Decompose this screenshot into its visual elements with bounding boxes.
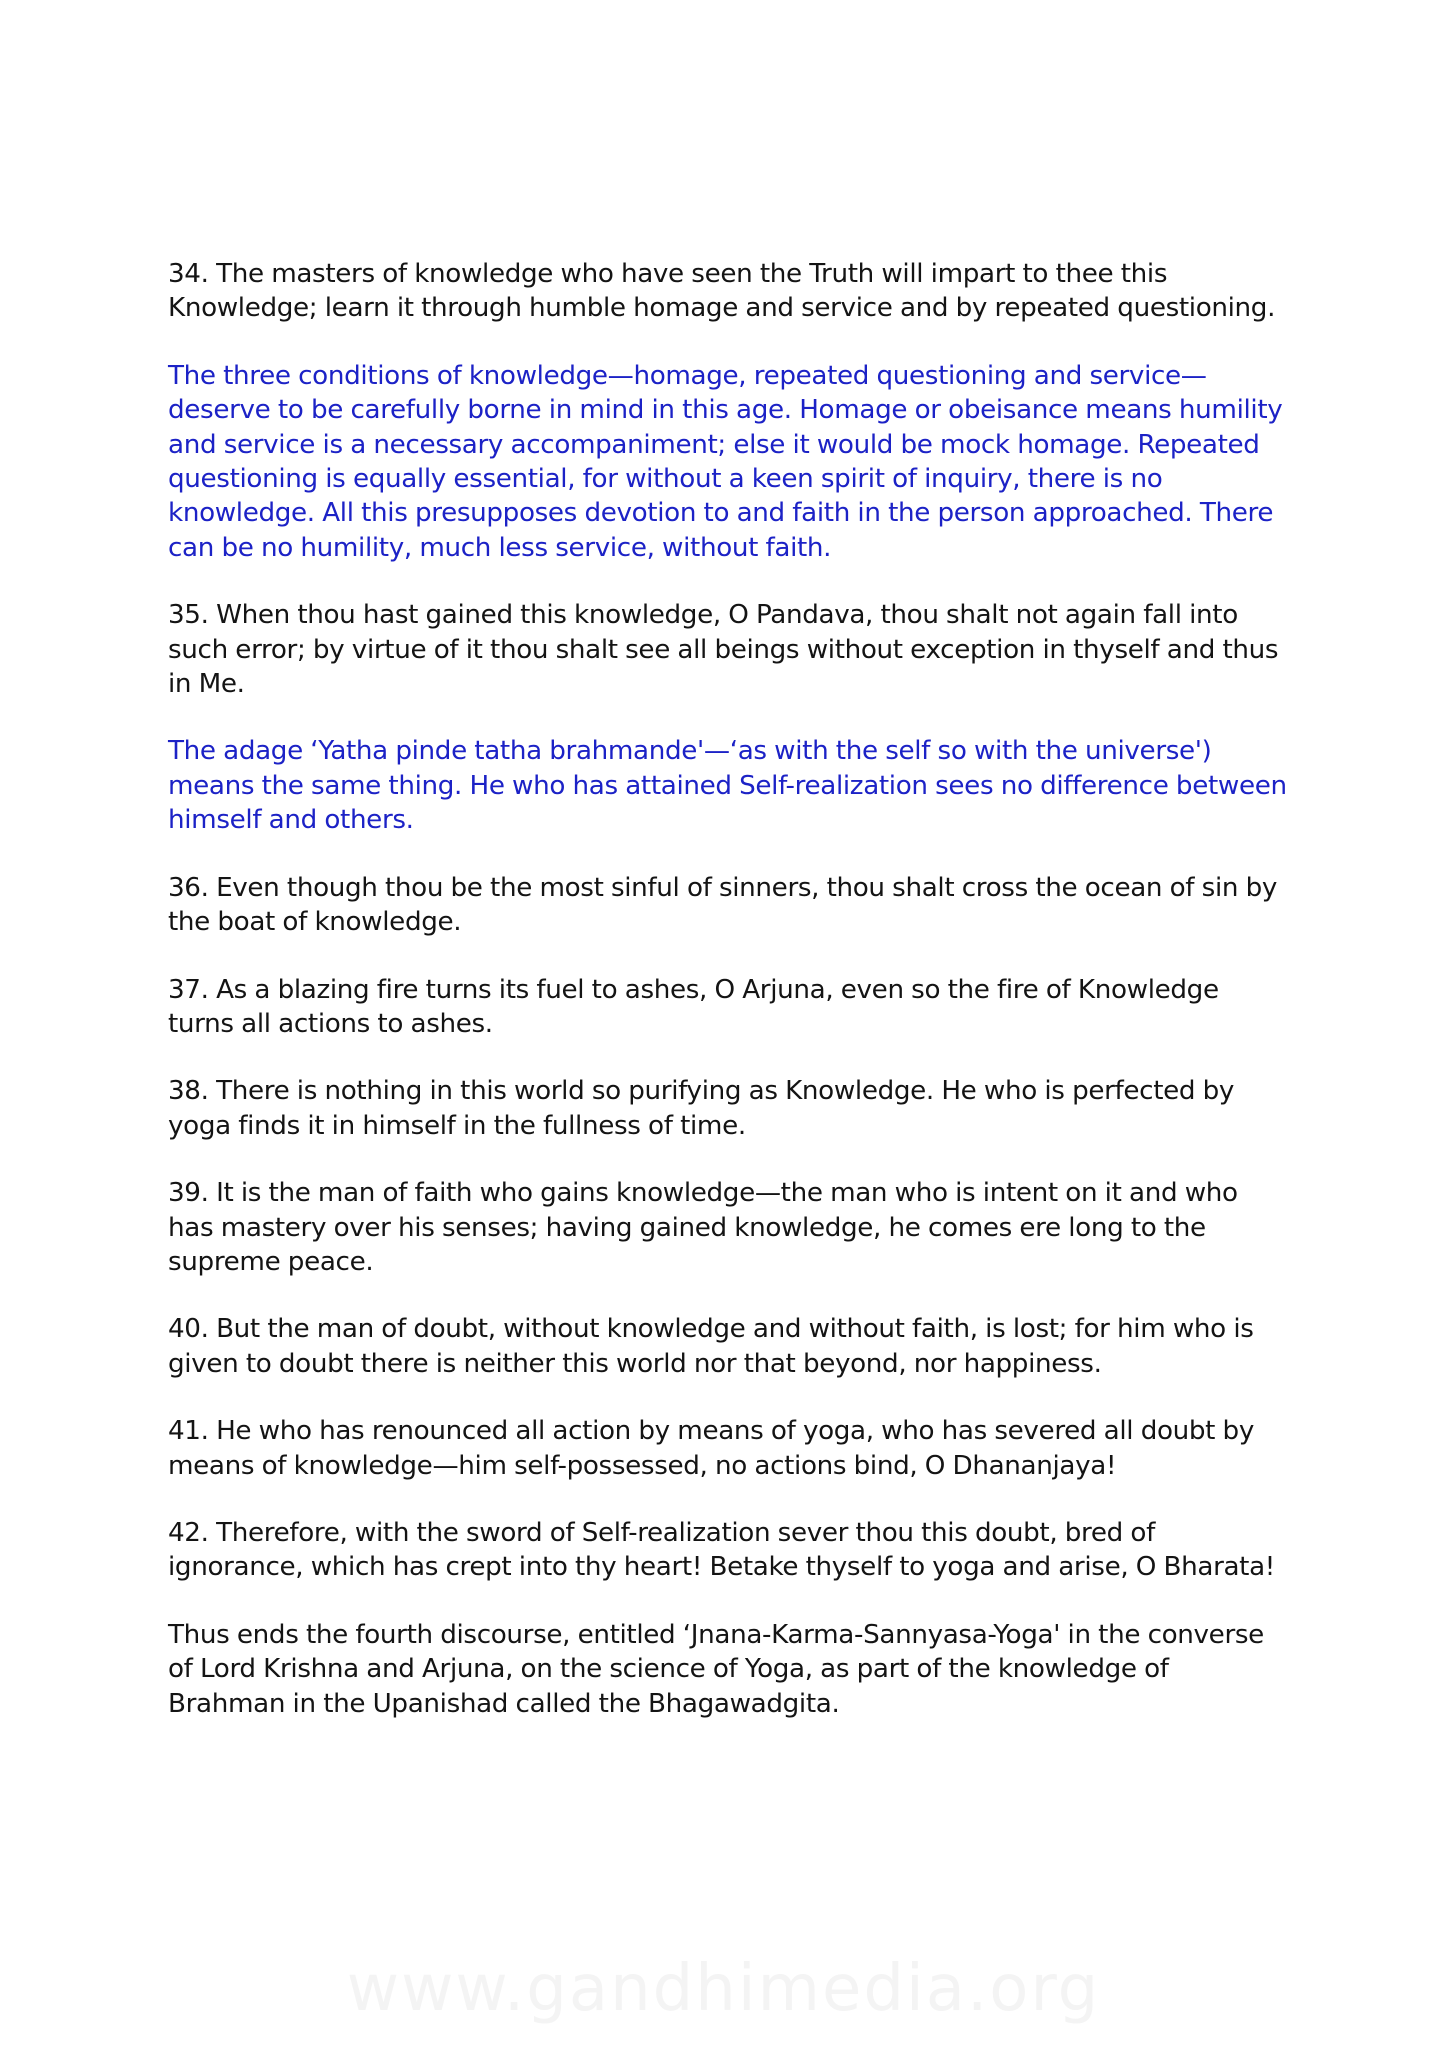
verse-42: 42. Therefore, with the sword of Self-realization sever thou this doubt, bred of ignorance, which has crept into thy heart! Betake thyself to yoga and arise, O Bharata! xyxy=(168,1517,1275,1583)
verse-37: 37. As a blazing fire turns its fuel to ashes, O Arjuna, even so the fire of Knowledge turns all actions to ashes. xyxy=(168,974,1219,1039)
verse-39: 39. It is the man of faith who gains knowledge—the man who is intent on it and who has mastery over his senses; having gained knowledge, he comes ere long to the supreme peace. xyxy=(168,1178,1238,1277)
verse-40: 40. But the man of doubt, without knowledge and without faith, is lost; for him who is given to doubt there is neither this world nor that beyond, nor happiness. xyxy=(168,1314,1254,1379)
verse-36: 36. Even though thou be the most sinful of sinners, thou shalt cross the ocean of sin by the boat of knowledge. xyxy=(168,872,1278,938)
verse-34: 34. The masters of knowledge who have seen the Truth will impart to thee this Knowledge; learn it through humble homage and service and by repeated questioning. xyxy=(168,259,1276,324)
watermark: www.gandhimedia.org xyxy=(346,1952,1101,2026)
verse-38: 38. There is nothing in this world so purifying as Knowledge. He who is perfected by yoga finds it in himself in the fullness of time. xyxy=(168,1076,1235,1141)
document-body xyxy=(168,257,1288,1754)
verse-35: 35. When thou hast gained this knowledge, O Pandava, thou shalt not again fall into such error; by virtue of it thou shalt see all beings without exception in thyself and thus in Me. xyxy=(168,600,1279,700)
commentary-34: The three conditions of knowledge—homage, repeated questioning and service— deserve to be carefully borne in mind in this age. Homage or obeisance means humility and service is a necessary accompaniment; else it would be mock homage. Repeated questioning is equally essential, for without a keen spirit of inquiry, there is no knowledge. All this presupposes devotion to and faith in the person approached. There can be no humility, much less service, without faith. xyxy=(168,360,1283,563)
discourse-colophon: Thus ends the fourth discourse, entitled ‘Jnana-Karma-Sannyasa-Yoga' in the converse of Lord Krishna and Arjuna, on the science of Yoga, as part of the knowledge of Brahman in the Upanishad called the Bhagawadgita. xyxy=(168,1619,1264,1719)
commentary-35: The adage ‘Yatha pinde tatha brahmande'—‘as with the self so with the universe') means the same thing. He who has attained Self-realization sees no difference between himself and others. xyxy=(168,736,1287,836)
verse-41: 41. He who has renounced all action by means of yoga, who has severed all doubt by means of knowledge—him self-possessed, no actions bind, O Dhananjaya! xyxy=(168,1416,1254,1481)
